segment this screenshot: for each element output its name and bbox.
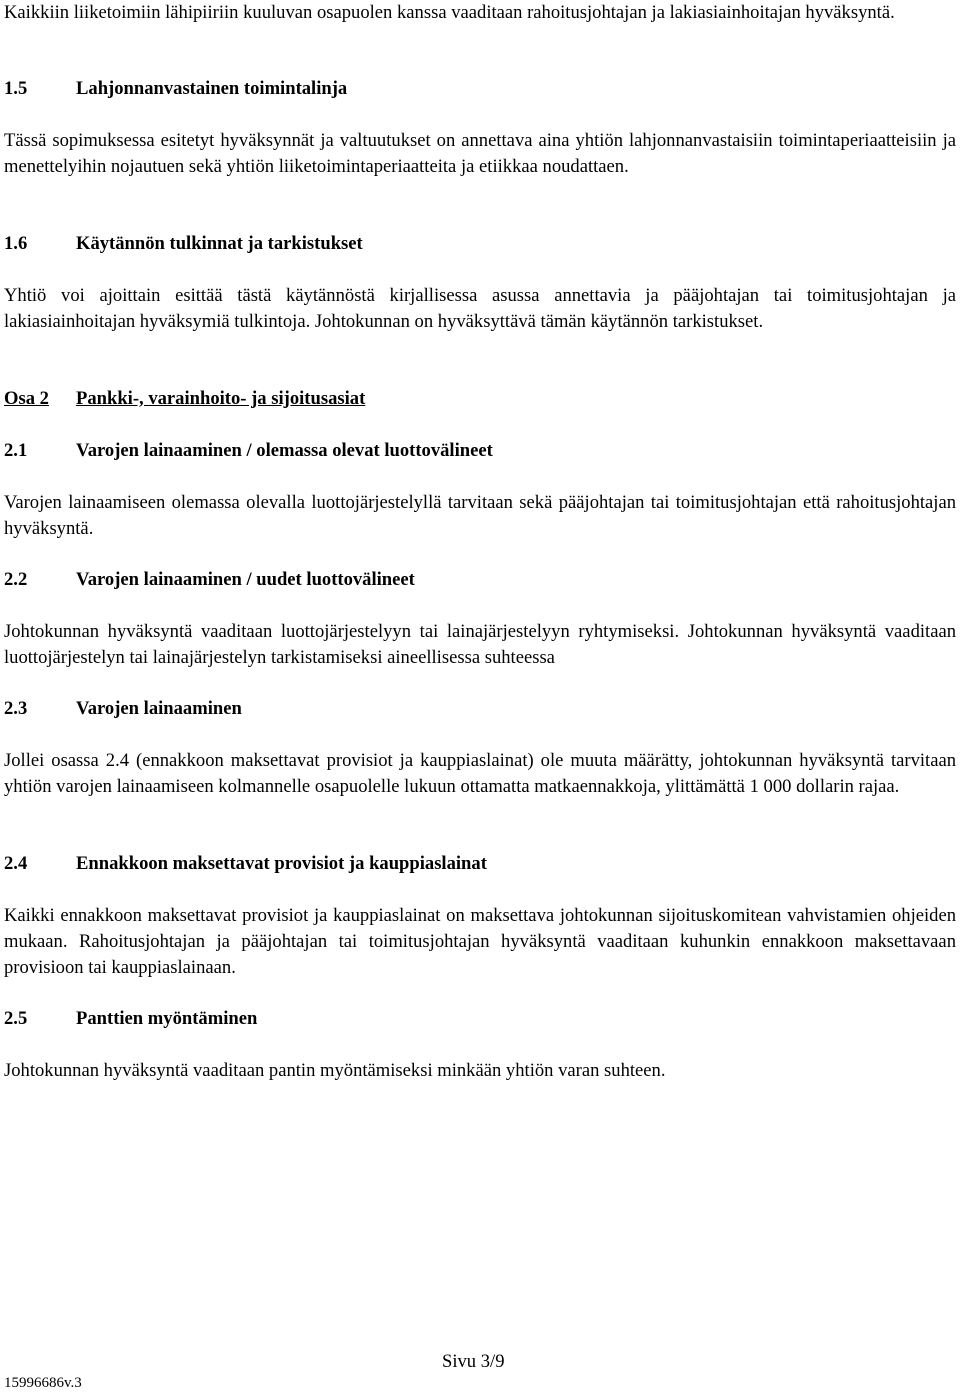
heading-number: Osa 2 [4, 388, 49, 409]
heading-2-3 [4, 696, 242, 722]
heading-number: 2.2 [4, 569, 28, 590]
document-id: 15996686v.3 [4, 1375, 82, 1391]
heading-1-6 [4, 231, 363, 257]
heading-text: Käytännön tulkinnat ja tarkistukset [76, 233, 363, 254]
heading-2-1 [4, 438, 493, 464]
heading-number: 1.6 [4, 233, 28, 254]
paragraph-existing-credit: Varojen lainaamiseen olemassa olevalla luottojärjestelyllä tarvitaan sekä pääjohtajan tai toimitusjohtajan että rahoitusjohtajan hyväksyntä. [4, 492, 956, 539]
heading-number: 2.5 [4, 1008, 28, 1029]
paragraph-lending: Jollei osassa 2.4 (ennakkoon maksettavat provisiot ja kauppiaslainat) ole muuta määrätty, johtokunnan hyväksyntä tarvitaan yhtiön varojen lainaamiseen kolmannelle osapuolelle lukuun ottamatta matkaennakkoja, ylittämättä 1 000 dollarin rajaa. [4, 750, 956, 797]
heading-text: Panttien myöntäminen [76, 1008, 258, 1029]
paragraph-anti-bribery: Tässä sopimuksessa esitetyt hyväksynnät ja valtuutukset on annettava aina yhtiön lahjonnanvastaisiin toimintaperiaatteisiin ja menettelyihin nojautuen sekä yhtiön liiketoimintaperiaatteita ja etiikkaa noudattaen. [4, 130, 956, 177]
page-number: Sivu 3/9 [442, 1351, 505, 1372]
heading-text: Varojen lainaaminen / olemassa olevat luottovälineet [76, 440, 493, 461]
paragraph-pledges: Johtokunnan hyväksyntä vaaditaan pantin myöntämiseksi minkään yhtiön varan suhteen. [4, 1060, 666, 1081]
heading-text: Varojen lainaaminen / uudet luottovälineet [76, 569, 415, 590]
heading-text: Pankki-, varainhoito- ja sijoitusasiat [76, 388, 366, 409]
heading-text: Ennakkoon maksettavat provisiot ja kauppiaslainat [76, 853, 487, 874]
heading-text: Lahjonnanvastainen toimintalinja [76, 78, 348, 99]
heading-2-4 [4, 851, 487, 877]
paragraph-related-party: Kaikkiin liiketoimiin lähipiiriin kuuluvan osapuolen kanssa vaaditaan rahoitusjohtajan ja lakiasiainhoitajan hyväksyntä. [4, 2, 895, 23]
paragraph-interpretations: Yhtiö voi ajoittain esittää tästä käytännöstä kirjallisessa asussa annettavia ja pääjohtajan tai toimitusjohtajan ja lakiasiainhoitajan hyväksymiä tulkintoja. Johtokunnan on hyväksyttävä tämän käytännön tarkistukset. [4, 285, 956, 332]
heading-number: 2.4 [4, 853, 28, 874]
heading-number: 2.3 [4, 698, 28, 719]
heading-1-5 [4, 76, 347, 102]
paragraph-new-credit: Johtokunnan hyväksyntä vaaditaan luottojärjestelyyn tai lainajärjestelyyn ryhtymiseksi. Johtokunnan hyväksyntä vaaditaan luottojärjestelyn tai lainajärjestelyn tarkistamiseksi aineellisessa suhteessa [4, 621, 956, 668]
heading-osa-2 [4, 386, 365, 412]
heading-2-2 [4, 567, 415, 593]
heading-number: 1.5 [4, 78, 28, 99]
heading-number: 2.1 [4, 440, 28, 461]
heading-2-5 [4, 1006, 257, 1032]
paragraph-advance-commissions: Kaikki ennakkoon maksettavat provisiot ja kauppiaslainat on maksettava johtokunnan sijoituskomitean vahvistamien ohjeiden mukaan. Rahoitusjohtajan ja pääjohtajan tai toimitusjohtajan hyväksyntä vaaditaan kuhunkin ennakkoon maksettavaan provisioon tai kauppiaslainaan. [4, 905, 956, 978]
heading-text: Varojen lainaaminen [76, 698, 242, 719]
